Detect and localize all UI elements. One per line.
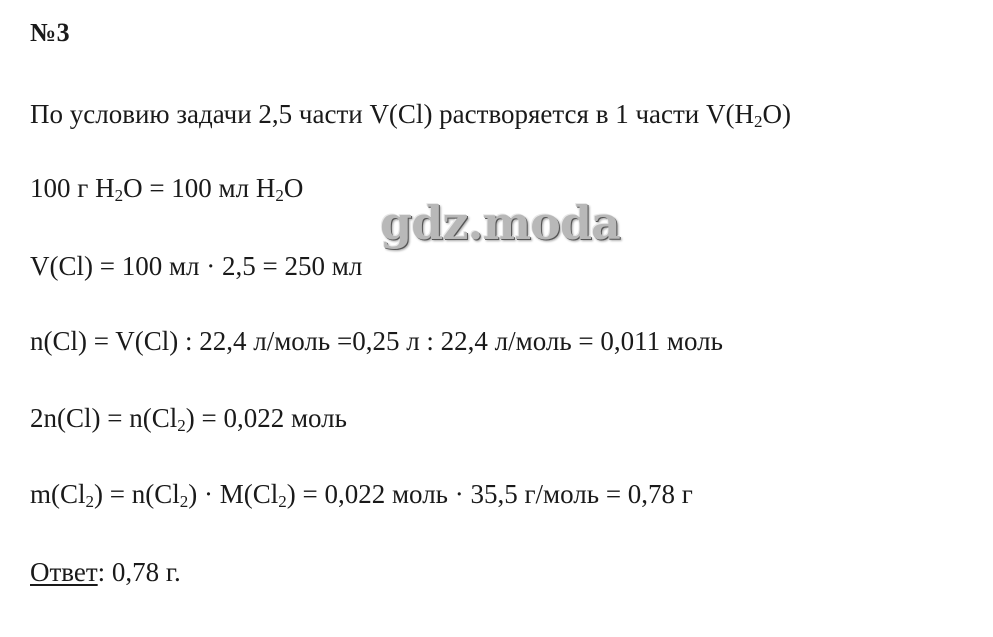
mass-c: ) · M(Cl	[188, 479, 279, 509]
solution-line-water	[30, 172, 303, 204]
volume-text: V(Cl) = 100 мл · 2,5 = 250 мл	[30, 251, 363, 281]
mass-a: m(Cl	[30, 479, 86, 509]
subscript: 2	[278, 492, 287, 511]
solution-line-condition	[30, 98, 791, 130]
subscript: 2	[179, 492, 189, 511]
watermark-logo: gdz.moda	[380, 196, 620, 250]
solution-line-mass	[30, 478, 693, 510]
moles-cl2-a: 2n(Cl) = n(Cl	[30, 403, 178, 433]
subscript: 2	[85, 492, 95, 511]
water-part-c: O	[283, 173, 304, 203]
subscript: 2	[275, 186, 284, 205]
water-part-a: 100 г H	[30, 173, 115, 203]
moles-cl2-b: ) = 0,022 моль	[185, 403, 347, 433]
solution-line-volume	[30, 250, 362, 282]
mass-d: ) = 0,022 моль · 35,5 г/моль = 0,78 г	[286, 479, 693, 509]
water-part-b: O = 100 мл H	[123, 173, 276, 203]
subscript: 2	[753, 112, 763, 131]
subscript: 2	[177, 416, 186, 435]
moles-text: n(Cl) = V(Cl) : 22,4 л/моль =0,25 л : 22,4 л/моль = 0,011 моль	[30, 326, 723, 356]
subscript: 2	[114, 186, 124, 205]
solution-line-moles	[30, 325, 723, 357]
answer-value: : 0,78 г.	[97, 557, 181, 587]
answer-label: Ответ	[30, 557, 98, 587]
condition-tail: O)	[762, 99, 791, 129]
answer-line	[30, 556, 181, 588]
condition-text: По условию задачи 2,5 части V(Cl) растворяется в 1 части V(H	[30, 99, 754, 129]
mass-b: ) = n(Cl	[94, 479, 180, 509]
problem-number: №3	[30, 18, 71, 47]
solution-line-moles-cl2	[30, 402, 347, 434]
